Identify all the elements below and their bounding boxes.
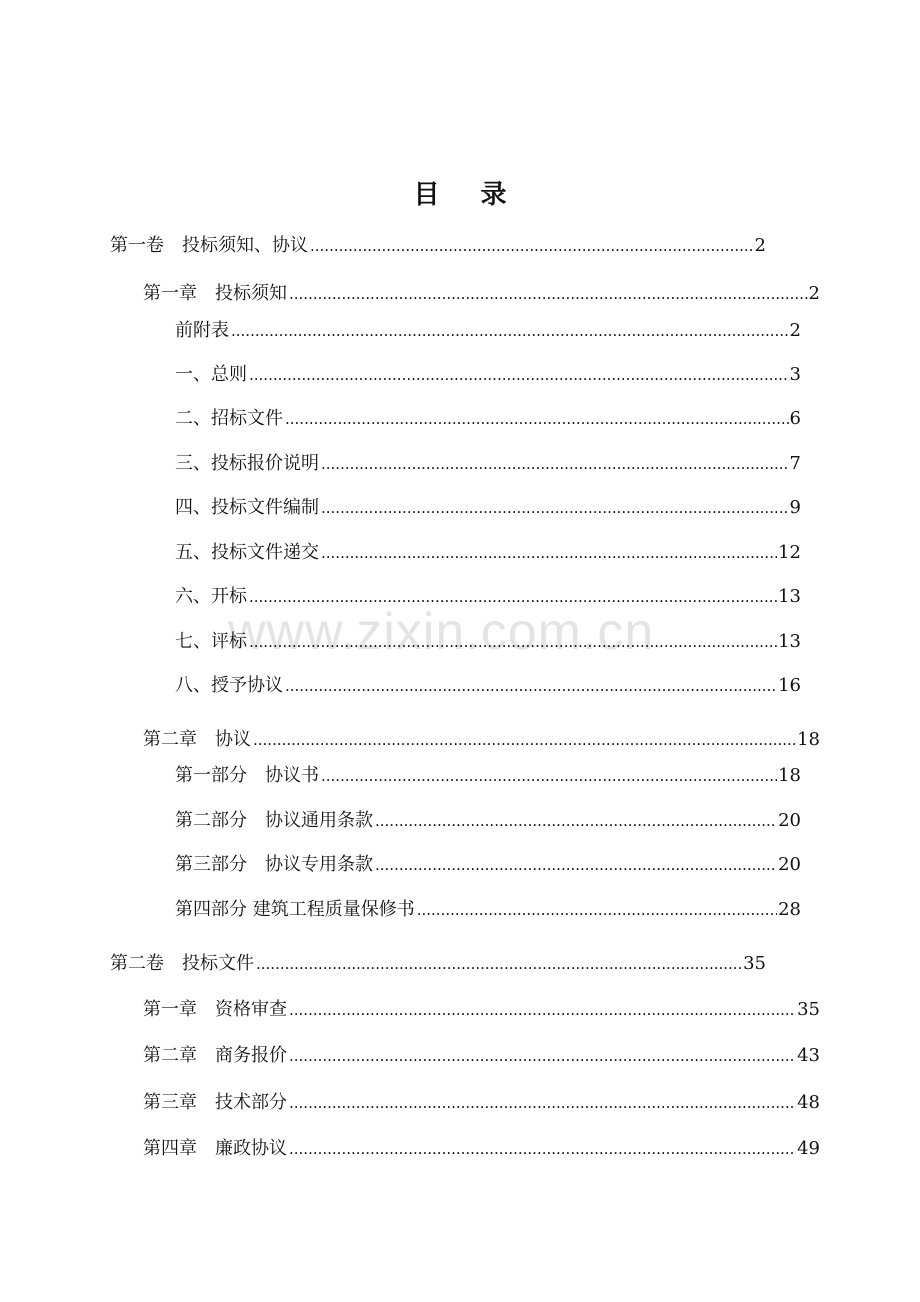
toc-leader-dots (321, 761, 777, 791)
toc-leader-dots (289, 1041, 796, 1071)
toc-entry-label: 前附表 (175, 320, 229, 341)
toc-title: 目 录 (413, 180, 523, 210)
toc-leader-dots (375, 806, 777, 836)
toc-entry-section[interactable] (175, 671, 801, 701)
toc-leader-dots (285, 404, 789, 434)
toc-entry-chapter[interactable] (143, 1041, 820, 1071)
toc-leader-dots (249, 360, 789, 390)
toc-entry-label: 第四章 廉政协议 (143, 1138, 287, 1159)
toc-entry-section[interactable] (175, 761, 801, 791)
toc-entry-label: 第一章 资格审查 (143, 999, 287, 1020)
toc-page-number: 2 (789, 320, 801, 341)
toc-page-number: 7 (789, 453, 801, 474)
toc-entry-label: 三、投标报价说明 (175, 453, 319, 474)
toc-page-number: 2 (754, 235, 766, 256)
toc-leader-dots (289, 995, 796, 1025)
toc-entry-section[interactable] (175, 360, 801, 390)
toc-leader-dots (285, 671, 777, 701)
toc-entry-section[interactable] (175, 493, 801, 523)
toc-entry-label: 第四部分 建筑工程质量保修书 (175, 899, 415, 920)
toc-leader-dots (289, 279, 808, 309)
toc-entry-section[interactable] (175, 850, 801, 880)
toc-entry-volume-2[interactable] (110, 949, 766, 979)
toc-leader-dots (321, 493, 789, 523)
toc-entry-chapter[interactable] (143, 279, 820, 309)
toc-page-number: 43 (797, 1045, 820, 1066)
toc-entry-chapter[interactable] (143, 995, 820, 1025)
toc-entry-section[interactable] (175, 895, 801, 925)
toc-page-number: 18 (778, 765, 801, 786)
toc-entry-label: 一、总则 (175, 364, 247, 385)
toc-leader-dots (310, 231, 754, 261)
toc-page-number: 48 (797, 1092, 820, 1113)
toc-leader-dots (231, 316, 789, 346)
toc-page-number: 3 (789, 364, 801, 385)
toc-entry-label: 第二卷 投标文件 (110, 953, 254, 974)
toc-page-number: 12 (778, 542, 801, 563)
toc-leader-dots (249, 627, 777, 657)
toc-page-number: 20 (778, 854, 801, 875)
toc-entry-label: 七、评标 (175, 631, 247, 652)
toc-page-number: 49 (797, 1138, 820, 1159)
toc-leader-dots (375, 850, 777, 880)
toc-page-number: 13 (778, 586, 801, 607)
toc-entry-label: 第一部分 协议书 (175, 765, 319, 786)
toc-page-number: 13 (778, 631, 801, 652)
toc-entry-label: 第二章 协议 (143, 729, 251, 750)
toc-entry-chapter[interactable] (143, 1088, 820, 1118)
toc-entry-section[interactable] (175, 538, 801, 568)
toc-leader-dots (321, 449, 789, 479)
toc-entry-label: 八、授予协议 (175, 675, 283, 696)
toc-entry-label: 五、投标文件递交 (175, 542, 319, 563)
toc-entry-label: 第三部分 协议专用条款 (175, 854, 373, 875)
toc-entry-label: 二、招标文件 (175, 408, 283, 429)
toc-entry-volume-1[interactable] (110, 231, 766, 261)
toc-page-number: 18 (797, 729, 820, 750)
toc-leader-dots (289, 1088, 796, 1118)
toc-entry-label: 第三章 技术部分 (143, 1092, 287, 1113)
toc-entry-section[interactable] (175, 316, 801, 346)
toc-entry-label: 第一章 投标须知 (143, 283, 287, 304)
toc-page-number: 16 (778, 675, 801, 696)
toc-page-number: 9 (789, 497, 801, 518)
toc-page-number: 35 (797, 999, 820, 1020)
toc-page-number: 2 (808, 283, 820, 304)
toc-entry-chapter[interactable] (143, 725, 820, 755)
toc-entry-section[interactable] (175, 404, 801, 434)
toc-entry-label: 四、投标文件编制 (175, 497, 319, 518)
toc-entry-chapter[interactable] (143, 1134, 820, 1164)
watermark: www.zixin.com.cn (228, 603, 655, 661)
toc-leader-dots (321, 538, 777, 568)
toc-leader-dots (249, 582, 777, 612)
toc-leader-dots (417, 895, 777, 925)
toc-entry-label: 第一卷 投标须知、协议 (110, 235, 308, 256)
toc-entry-label: 第二部分 协议通用条款 (175, 810, 373, 831)
toc-leader-dots (256, 949, 742, 979)
toc-leader-dots (253, 725, 796, 755)
toc-entry-label: 六、开标 (175, 586, 247, 607)
toc-entry-section[interactable] (175, 627, 801, 657)
toc-page-number: 28 (778, 899, 801, 920)
toc-page-number: 20 (778, 810, 801, 831)
toc-page-number: 35 (743, 953, 766, 974)
toc-entry-label: 第二章 商务报价 (143, 1045, 287, 1066)
toc-entry-section[interactable] (175, 582, 801, 612)
toc-page-number: 6 (789, 408, 801, 429)
toc-entry-section[interactable] (175, 449, 801, 479)
toc-entry-section[interactable] (175, 806, 801, 836)
toc-leader-dots (289, 1134, 796, 1164)
